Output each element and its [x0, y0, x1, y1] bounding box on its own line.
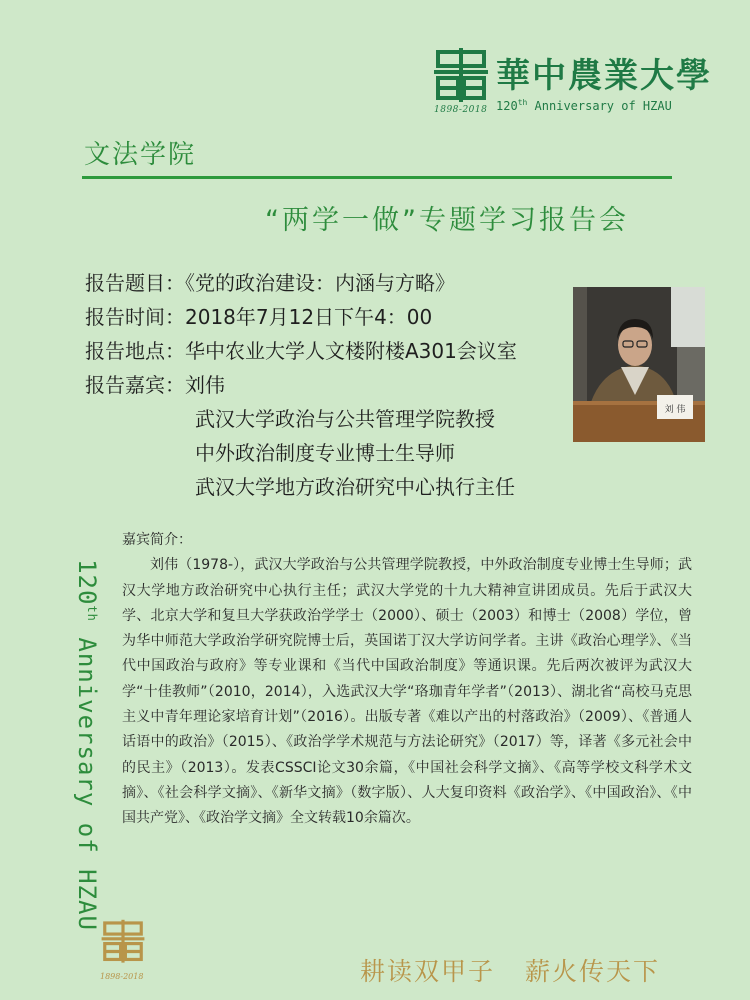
speaker-title: 中外政治制度专业博士生导师 [195, 441, 455, 465]
event-info [85, 266, 565, 504]
university-name: 華中農業大學 [496, 56, 712, 96]
bio-text: 刘伟（1978-），武汉大学政治与公共管理学院教授，中外政治制度专业博士生导师；武汉大学地方政治研究中心执行主任；武汉大学党的十九大精神宣讲团成员。先后于武汉大学、北京大学和复旦大学获政治学学士（2000）、硕士（2003）和博士（2008）学位，曾为华中师范大学政治学研究院博士后，英国诺丁汉大学访问学者。主讲《政治心理学》、《当代中国政治与政府》等专业课和《当代中国政治制度》等通识课。先后两次被评为武汉大学“十佳教师”（2010，2014），入选武汉大学“珞珈青年学者”（2013）、湖北省“高校马克思主义中青年理论家培育计划”（2016）。出版专著《难以产出的村落政治》（2009）、《普通人话语中的政治》（2015）、《政治学学术规范与方法论研究》（2017）等，译著《多元社会中的民主》（2013）。发表CSSCI论文30余篇，《中国社会科学文摘》、《高等学校文科学术文摘》、《社会科学文摘》、《新华文摘》（数字版）、人大复印资料《政治学》、《中国政治》、《中国共产党》、《政治学文摘》全文转载10余篇次。 [122, 557, 692, 827]
speaker-photo [573, 287, 705, 442]
info-time: 报告时间：2018年7月12日下午4：00 [85, 305, 433, 329]
nameplate-text: 刘 伟 [664, 405, 686, 415]
hzau-emblem-icon [432, 48, 490, 104]
slogan-left: 耕读双甲子 [360, 957, 496, 986]
gold-emblem-icon [100, 915, 146, 969]
info-topic: 报告题目：《党的政治建设：内涵与方略》 [85, 271, 455, 295]
gold-emblem-years: 1898-2018 [100, 972, 144, 981]
college-name: 文法学院 [84, 140, 197, 170]
slogan-right: 薪火传天下 [525, 957, 661, 986]
speaker-bio [122, 528, 692, 832]
speaker-portrait-icon [573, 287, 705, 442]
bio-heading: 嘉宾简介： [122, 532, 192, 548]
info-place: 报告地点：华中农业大学人文楼附楼A301会议室 [85, 339, 517, 363]
university-logo [432, 48, 712, 118]
slogan [360, 952, 660, 988]
info-speaker: 报告嘉宾：刘伟 [85, 373, 225, 397]
vertical-anniversary-banner [68, 525, 106, 965]
divider [82, 176, 672, 179]
event-title: “两学一做”专题学习报告会 [265, 205, 629, 236]
vertical-anniversary-text: 120th Anniversary of HZAU [73, 559, 101, 931]
speaker-title: 武汉大学政治与公共管理学院教授 [195, 407, 495, 431]
logo-years: 1898-2018 [434, 105, 488, 115]
speaker-title: 武汉大学地方政治研究中心执行主任 [195, 475, 515, 499]
anniversary-tagline: 120th Anniversary of HZAU [496, 98, 672, 113]
